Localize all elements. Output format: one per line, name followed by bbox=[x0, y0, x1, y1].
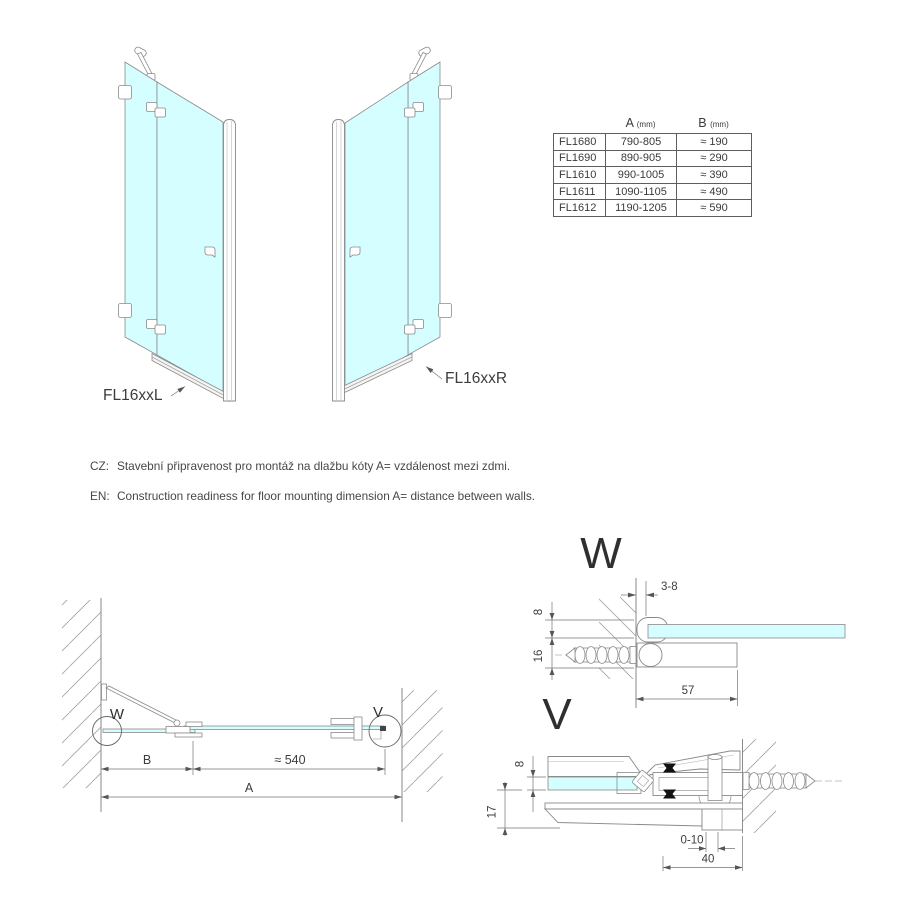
detail-v-ref: V bbox=[372, 704, 384, 721]
dimension-door-width bbox=[193, 749, 385, 775]
dim-a-cell: 1090-1105 bbox=[606, 183, 677, 200]
leader-arrow bbox=[426, 367, 442, 380]
plan-view bbox=[55, 585, 445, 815]
glass-section bbox=[648, 625, 845, 639]
table-row bbox=[554, 183, 752, 200]
pivot-mark bbox=[380, 726, 386, 731]
wall-left bbox=[62, 598, 101, 812]
model-cell: FL1690 bbox=[554, 150, 606, 167]
svg-text:40: 40 bbox=[701, 853, 715, 866]
table-row bbox=[554, 134, 752, 151]
dim-b-cell: ≈ 390 bbox=[677, 167, 752, 184]
screw-anchor-icon bbox=[735, 773, 843, 790]
wall-profile bbox=[224, 120, 236, 402]
wall-right bbox=[402, 688, 443, 822]
model-cell: FL1610 bbox=[554, 167, 606, 184]
note-cz-prefix: CZ: bbox=[90, 459, 110, 473]
svg-text:17: 17 bbox=[486, 805, 499, 819]
dim-a-cell: 790-805 bbox=[606, 134, 677, 151]
dim-a-cell: 1190-1205 bbox=[606, 200, 677, 217]
table-row bbox=[554, 200, 752, 217]
svg-text:8: 8 bbox=[514, 760, 527, 768]
dimension-adjust-0-10 bbox=[680, 832, 735, 852]
glass-section bbox=[548, 777, 637, 790]
leader-arrow bbox=[171, 387, 185, 397]
door-left-illustration bbox=[85, 25, 285, 415]
dimension-b bbox=[101, 741, 193, 775]
detail-circle-v bbox=[369, 704, 401, 747]
model-cell: FL1680 bbox=[554, 134, 606, 151]
wall-profile-section bbox=[637, 618, 845, 668]
door-assembly bbox=[103, 717, 386, 740]
note-en-text: Construction readiness for floor mounting dimension A= distance between walls. bbox=[117, 489, 536, 503]
dim-b-cell: ≈ 290 bbox=[677, 150, 752, 167]
dimension-glass-8 bbox=[515, 756, 547, 812]
svg-text:8: 8 bbox=[533, 608, 545, 616]
svg-text:≈ 540: ≈ 540 bbox=[274, 753, 306, 767]
detail-w-drawing bbox=[480, 520, 860, 716]
svg-text:0-10: 0-10 bbox=[680, 834, 704, 847]
detail-w-title: W bbox=[580, 529, 622, 578]
door-right-label: FL16xxR bbox=[445, 370, 508, 387]
model-cell: FL1612 bbox=[554, 200, 606, 217]
detail-v-title: V bbox=[542, 690, 572, 739]
note-cz bbox=[90, 459, 510, 473]
screw-anchor-icon bbox=[555, 647, 650, 664]
table-row bbox=[554, 167, 752, 184]
dim-b-cell: ≈ 490 bbox=[677, 183, 752, 200]
size-table bbox=[553, 116, 752, 217]
wall-section bbox=[599, 578, 636, 708]
svg-text:A: A bbox=[244, 781, 254, 795]
dimension-a bbox=[101, 781, 402, 797]
door-left-label: FL16xxL bbox=[103, 387, 163, 404]
note-en-prefix: EN: bbox=[90, 489, 110, 503]
svg-text:B: B bbox=[142, 753, 152, 767]
size-table-header: A (mm) B (mm) bbox=[625, 116, 729, 130]
glass-panel-door bbox=[345, 82, 408, 391]
dim-a-cell: 890-905 bbox=[606, 150, 677, 167]
wall-profile bbox=[333, 120, 345, 402]
detail-w-ref: W bbox=[109, 706, 125, 723]
glass-panel-door bbox=[157, 82, 223, 392]
table-row bbox=[554, 150, 752, 167]
note-cz-text: Stavební připravenost pro montáž na dlažbu kóty A= vzdálenost mezi zdmi. bbox=[117, 459, 511, 473]
svg-text:16: 16 bbox=[533, 649, 545, 663]
adjust-bolt bbox=[708, 757, 722, 801]
dim-b-cell: ≈ 190 bbox=[677, 134, 752, 151]
dim-a-cell: 990-1005 bbox=[606, 167, 677, 184]
svg-text:57: 57 bbox=[681, 685, 695, 697]
model-cell: FL1611 bbox=[554, 183, 606, 200]
dim-b-cell: ≈ 590 bbox=[677, 200, 752, 217]
door-right-illustration bbox=[295, 25, 525, 415]
note-en bbox=[90, 489, 535, 503]
door-profile-section bbox=[548, 751, 743, 812]
detail-v-drawing bbox=[480, 690, 880, 880]
svg-text:3-8: 3-8 bbox=[661, 581, 678, 593]
bottom-rail-section bbox=[545, 803, 743, 830]
